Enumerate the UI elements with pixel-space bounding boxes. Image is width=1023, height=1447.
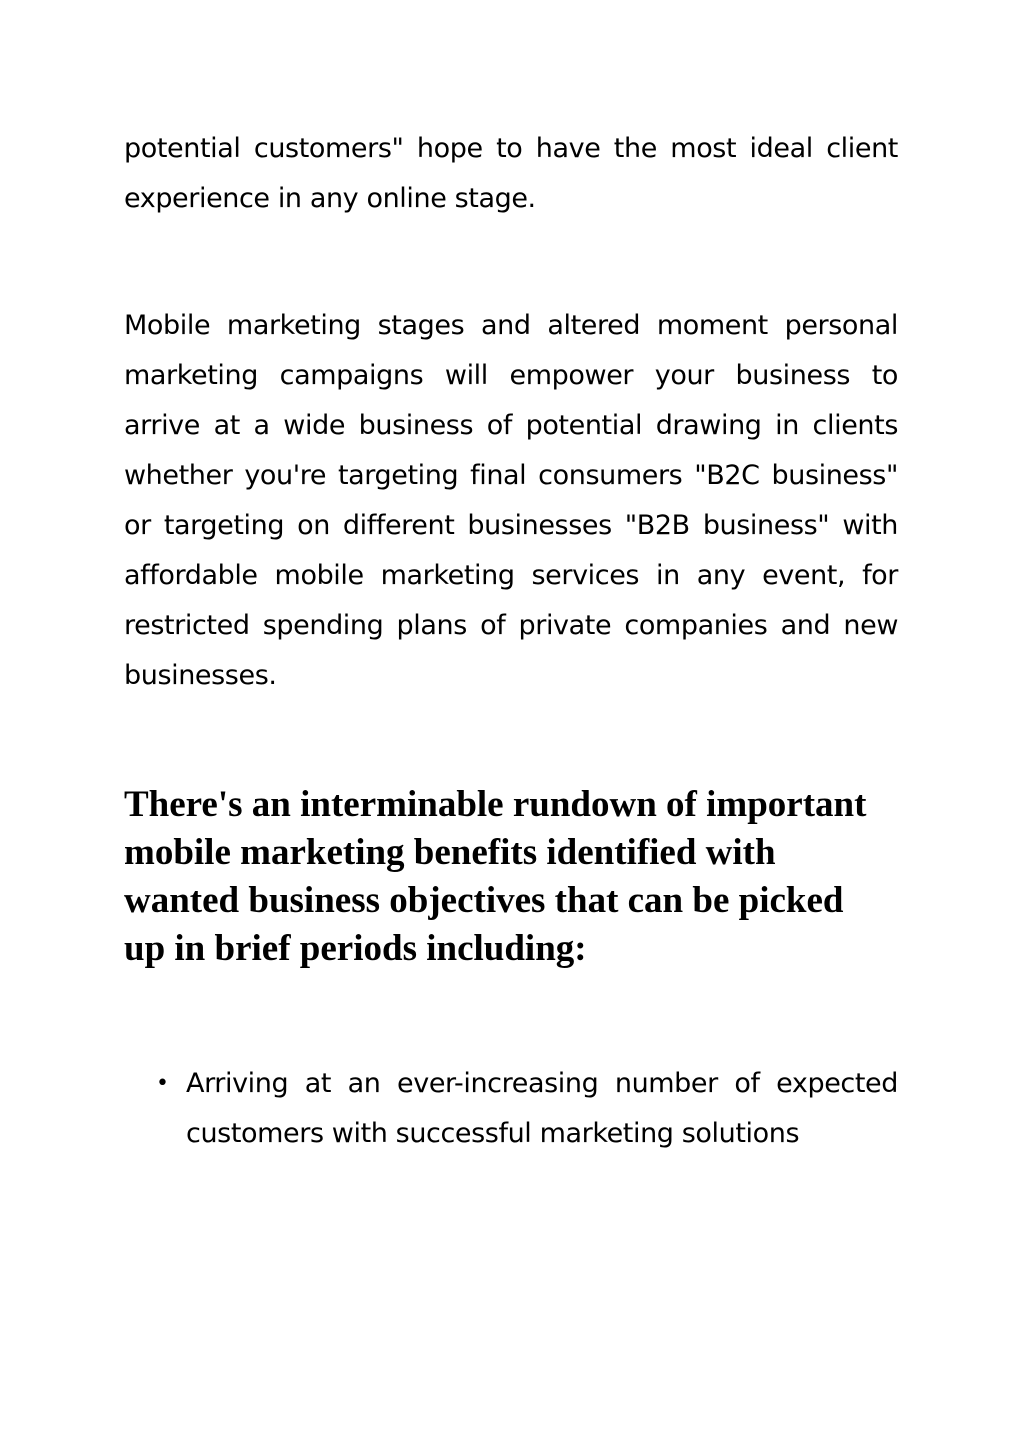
bullet-icon: • — [156, 1071, 169, 1096]
body-paragraph: Mobile marketing stages and altered moment personal marketing campaigns will empower your business to arrive at a wide business of potential drawing in clients whether you're targeting final consumers "B2C business" or targeting on different businesses "B2B business" with affordable mobile marketing services in any event, for restricted spending plans of private companies and new businesses. — [124, 310, 898, 691]
section-heading: There's an interminable rundown of important mobile marketing benefits identified with wanted business objectives that can be picked up in brief periods including: — [124, 784, 867, 969]
bullet-list — [124, 1059, 898, 1159]
body-paragraph: potential customers" hope to have the most ideal client experience in any online stage. — [124, 133, 898, 214]
page-content — [124, 124, 898, 1159]
bullet-text: Arriving at an ever-increasing number of expected customers with successful marketing solutions — [186, 1068, 898, 1149]
bullet-list-item — [124, 1059, 898, 1159]
